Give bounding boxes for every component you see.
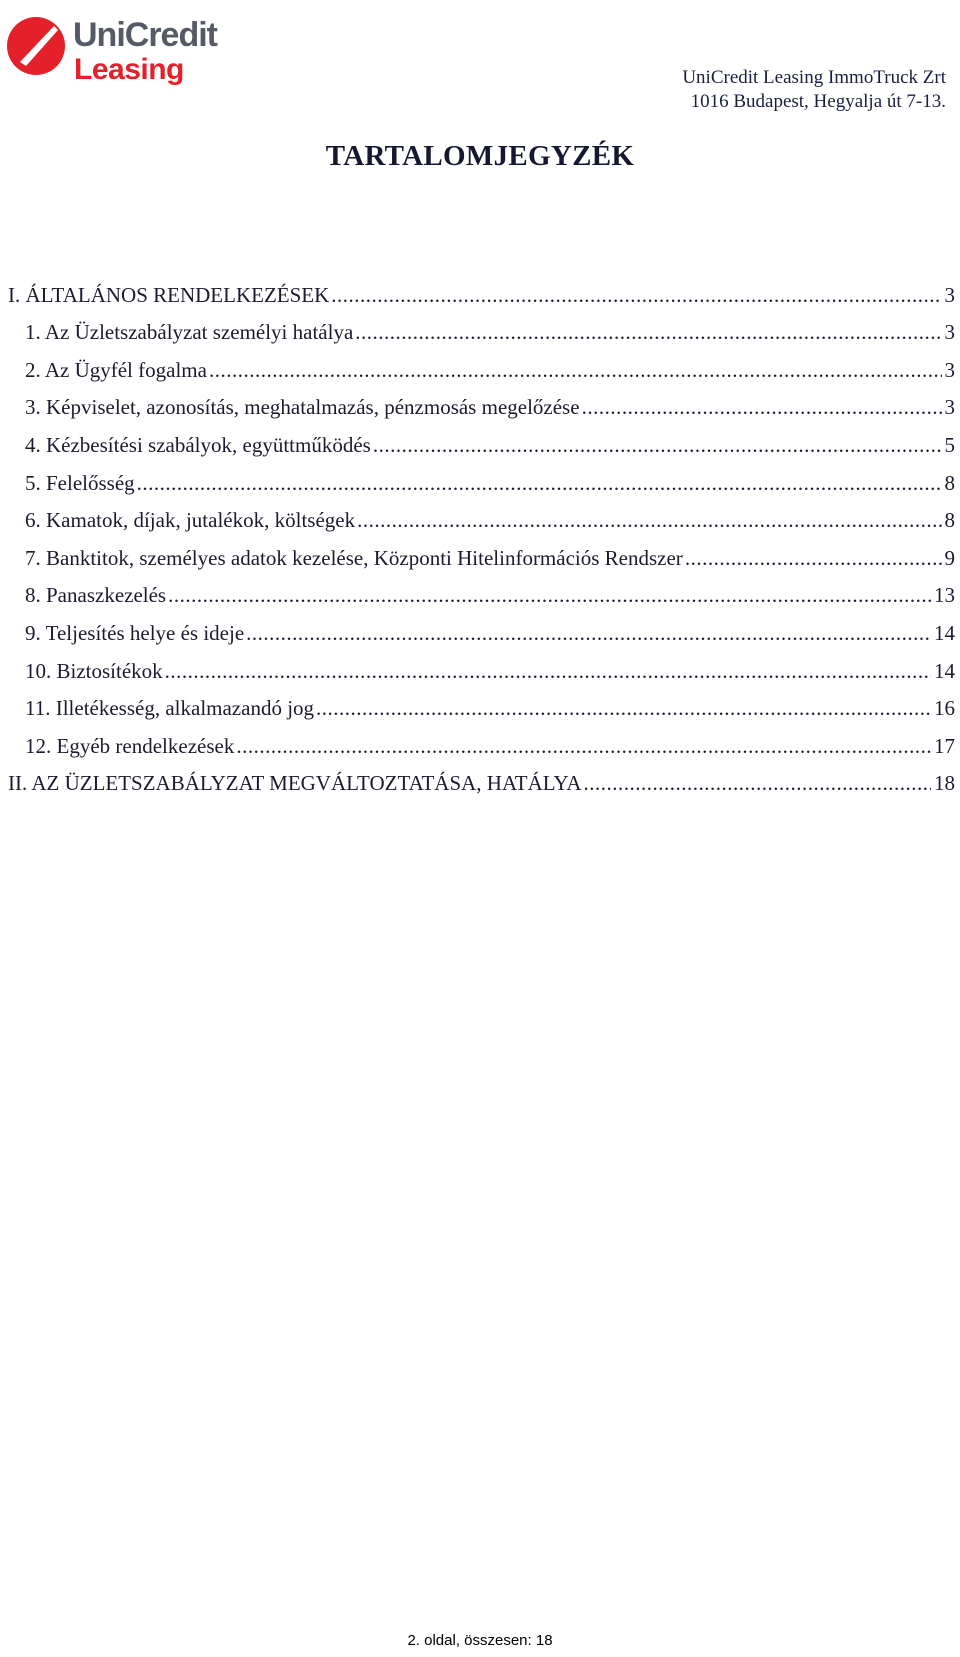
toc-entry-page: 16 [934, 696, 955, 721]
toc-entry-label: 6. Kamatok, díjak, jutalékok, költségek [25, 508, 356, 533]
toc-entry-page: 14 [934, 620, 955, 645]
toc-entry[interactable] [8, 646, 955, 684]
logo-graphic [6, 8, 221, 86]
toc-entry-label: 1. Az Üzletszabályzat személyi hatálya [25, 320, 354, 345]
toc-entry-page: 3 [944, 282, 955, 307]
toc-entry-label: 11. Illetékesség, alkalmazandó jog [25, 696, 315, 721]
toc-entry[interactable] [8, 345, 955, 383]
toc-entry-page: 18 [934, 771, 955, 796]
toc-entry-label: 2. Az Ügyfél fogalma [25, 357, 207, 382]
toc-entry-label: 3. Képviselet, azonosítás, meghatalmazás, pénzmosás megelőzése [25, 395, 580, 420]
company-name: UniCredit Leasing ImmoTruck Zrt [682, 67, 946, 88]
toc-entry[interactable] [8, 420, 955, 458]
toc-entry-page: 8 [944, 508, 955, 533]
toc-dot-leader [165, 658, 931, 684]
toc-dot-leader [584, 770, 931, 796]
toc-entry[interactable] [8, 383, 955, 421]
toc-entry-page: 17 [934, 733, 955, 758]
toc-dot-leader [685, 545, 942, 571]
toc-entry-page: 5 [944, 432, 955, 457]
toc-entry-label: II. AZ ÜZLETSZABÁLYZAT MEGVÁLTOZTATÁSA, HATÁLYA [8, 771, 582, 796]
toc-entry-label: 7. Banktitok, személyes adatok kezelése, Központi Hitelinformációs Rendszer [25, 545, 683, 570]
toc-entry[interactable] [8, 458, 955, 496]
toc-entry-page: 9 [944, 545, 955, 570]
toc-entry[interactable] [8, 496, 955, 534]
toc-dot-leader [355, 319, 941, 345]
toc-entry-label: I. ÁLTALÁNOS RENDELKEZÉSEK [8, 282, 330, 307]
logo-text-unicredit: UniCredit [73, 16, 217, 54]
logo-text-leasing: Leasing [74, 53, 184, 86]
toc-dot-leader [168, 582, 931, 608]
toc-entry-label: 12. Egyéb rendelkezések [25, 733, 235, 758]
page-footer: 2. oldal, összesen: 18 [407, 1632, 553, 1649]
toc-dot-leader [316, 695, 931, 721]
toc-entry[interactable] [8, 721, 955, 759]
toc-dot-leader [246, 620, 931, 646]
toc-entry-page: 8 [944, 470, 955, 495]
toc-entry-page: 14 [934, 658, 955, 683]
unicredit-leasing-logo [6, 8, 221, 86]
toc-entry-page: 3 [944, 320, 955, 345]
toc-dot-leader [236, 733, 931, 759]
page-title: TARTALOMJEGYZÉK [325, 140, 635, 172]
toc-entry-page: 3 [944, 357, 955, 382]
toc-dot-leader [137, 470, 942, 496]
toc-entry-page: 3 [944, 395, 955, 420]
toc-entry-label: 5. Felelősség [25, 470, 135, 495]
toc-entry-label: 4. Kézbesítési szabályok, együttműködés [25, 432, 371, 457]
toc-entry-label: 8. Panaszkezelés [25, 583, 167, 608]
toc-dot-leader [209, 357, 942, 383]
toc-dot-leader [357, 507, 941, 533]
toc-entry[interactable] [8, 571, 955, 609]
company-address: 1016 Budapest, Hegyalja út 7-13. [690, 91, 946, 112]
toc-dot-leader [331, 282, 941, 308]
toc-entry[interactable] [8, 684, 955, 722]
toc-entry-label: 9. Teljesítés helye és ideje [25, 620, 245, 645]
toc-entry-label: 10. Biztosítékok [25, 658, 163, 683]
company-info [682, 66, 946, 114]
table-of-contents [8, 270, 955, 796]
toc-entry-page: 13 [934, 583, 955, 608]
toc-entry[interactable] [8, 308, 955, 346]
toc-entry[interactable] [8, 533, 955, 571]
toc-entry[interactable] [8, 270, 955, 308]
toc-entry[interactable] [8, 759, 955, 797]
toc-dot-leader [373, 432, 942, 458]
toc-entry[interactable] [8, 608, 955, 646]
toc-dot-leader [582, 394, 942, 420]
